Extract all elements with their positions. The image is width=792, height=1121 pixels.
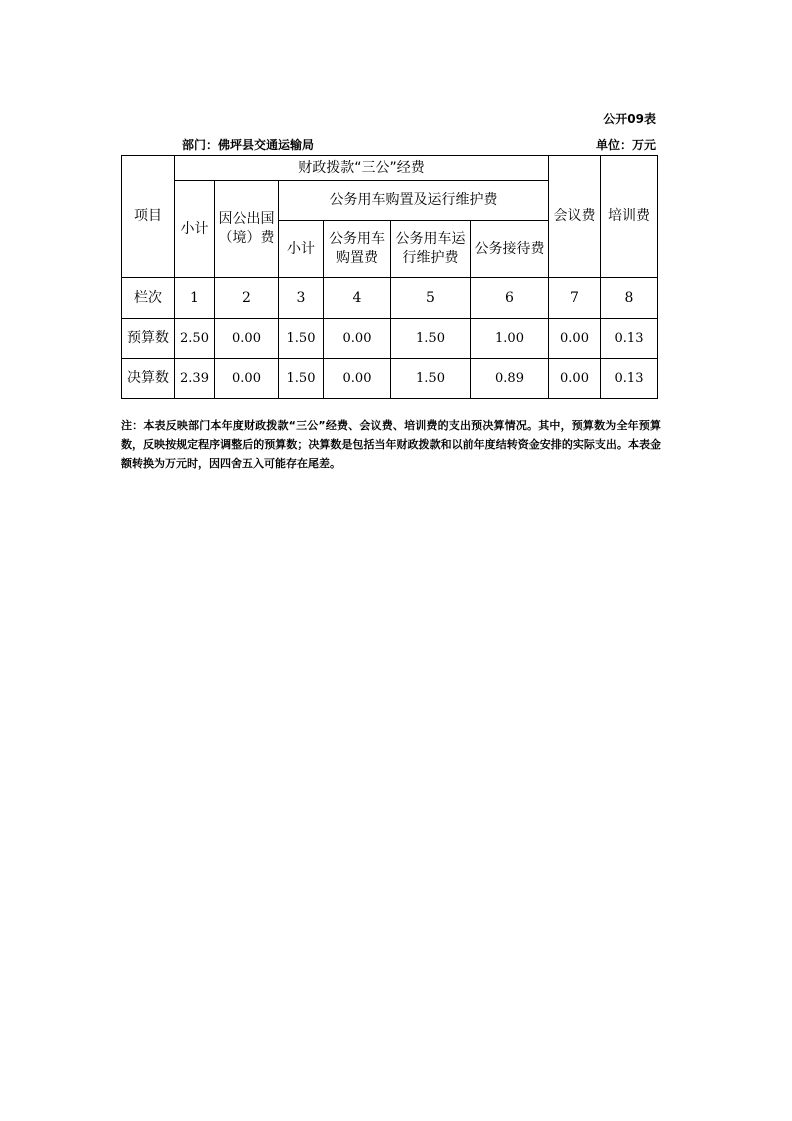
column-index: 6	[471, 278, 549, 319]
column-index: 4	[324, 278, 391, 319]
column-index: 8	[601, 278, 658, 319]
budget-value: 0.00	[324, 319, 391, 359]
unit-label: 单位：万元	[595, 138, 656, 152]
final-value: 2.39	[175, 359, 215, 399]
row-label: 决算数	[122, 359, 175, 399]
header-reception: 公务接待费	[471, 221, 549, 278]
budget-value: 1.50	[279, 319, 324, 359]
column-index: 7	[549, 278, 601, 319]
final-value: 0.00	[549, 359, 601, 399]
table-row	[122, 278, 658, 319]
final-value: 0.00	[324, 359, 391, 399]
department-label: 部门：佛坪县交通运输局	[182, 138, 315, 152]
budget-value: 2.50	[175, 319, 215, 359]
final-value: 0.00	[215, 359, 279, 399]
column-index: 1	[175, 278, 215, 319]
header-vehicle-subtotal: 小计	[279, 221, 324, 278]
meta-row	[182, 136, 656, 153]
budget-value: 0.13	[601, 319, 658, 359]
three-public-expenses-table	[121, 155, 658, 399]
final-value: 0.89	[471, 359, 549, 399]
header-vehicle-group: 公务用车购置及运行维护费	[279, 181, 549, 221]
final-value: 0.13	[601, 359, 658, 399]
form-code: 公开09表	[603, 112, 656, 126]
header-subtotal: 小计	[175, 181, 215, 278]
header-vehicle-operation: 公务用车运行维护费	[391, 221, 471, 278]
table-row	[122, 359, 658, 399]
column-index: 2	[215, 278, 279, 319]
budget-value: 1.50	[391, 319, 471, 359]
column-index: 3	[279, 278, 324, 319]
final-value: 1.50	[391, 359, 471, 399]
budget-value: 0.00	[549, 319, 601, 359]
row-label: 栏次	[122, 278, 175, 319]
header-vehicle-purchase: 公务用车购置费	[324, 221, 391, 278]
header-group-title: 财政拨款“三公”经费	[175, 156, 549, 181]
table-row	[122, 319, 658, 359]
header-training: 培训费	[601, 156, 658, 278]
header-abroad: 因公出国（境）费	[215, 181, 279, 278]
footnote: 注：本表反映部门本年度财政拨款“三公”经费、会议费、培训费的支出预决算情况。其中，预算数为全年预算数，反映按规定程序调整后的预算数；决算数是包括当年财政拨款和以前年度结转资金安排的实际支出。本表金额转换为万元时，因四舍五入可能存在尾差。	[121, 419, 661, 470]
budget-value: 0.00	[215, 319, 279, 359]
budget-value: 1.00	[471, 319, 549, 359]
header-meeting: 会议费	[549, 156, 601, 278]
column-index: 5	[391, 278, 471, 319]
final-value: 1.50	[279, 359, 324, 399]
header-item: 项目	[122, 156, 175, 278]
row-label: 预算数	[122, 319, 175, 359]
